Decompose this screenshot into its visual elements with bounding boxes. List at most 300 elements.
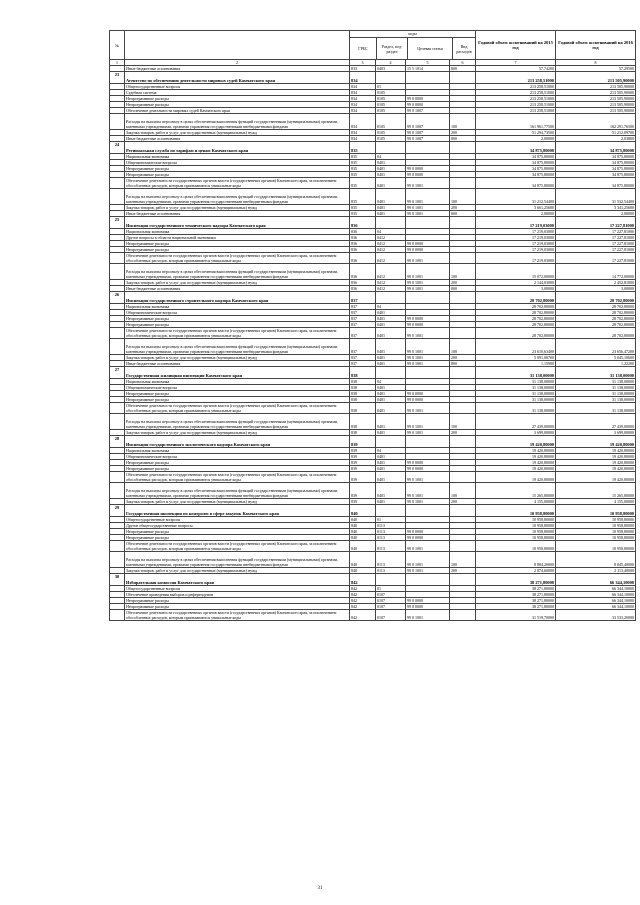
amount-2015: 1,15900: [476, 361, 556, 367]
budget-table: [109, 30, 636, 621]
row-name: Общеэкономические вопросы: [125, 310, 350, 316]
grbs-code: 840: [350, 541, 376, 552]
cst-code: [406, 574, 450, 586]
amount-2016: 19 420,80000: [556, 472, 636, 483]
row-name: Иные бюджетные ассигнования: [125, 286, 350, 292]
vr-code: [450, 436, 476, 448]
vr-code: 200: [450, 130, 476, 136]
amount-2015: 28 702,80000: [476, 328, 556, 339]
razdel-code: 0401: [376, 189, 406, 205]
amount-2016: 213 505,90000: [556, 102, 636, 108]
amount-2015: 27 439,00000: [476, 414, 556, 430]
amount-2016: 1,22200: [556, 361, 636, 367]
razdel-code: 0105: [376, 102, 406, 108]
amount-2015: 28 702,80000: [476, 304, 556, 310]
grbs-code: 839: [350, 466, 376, 472]
table-header: [110, 31, 636, 66]
amount-2015: 10 958,80000: [476, 523, 556, 529]
row-number: [110, 189, 125, 205]
razdel-code: 0401: [376, 403, 406, 414]
cst-code: 99 0 1001: [406, 339, 450, 355]
amount-2016: 3 699,00000: [556, 430, 636, 436]
table-row: [110, 114, 636, 130]
row-name: Расходы на выплаты персоналу в целях обеспечения выполнения функций государственными (муниципальными) органами, казенными учреждениями, органами управления государственными внебюджетными фондами: [125, 264, 350, 280]
grbs-code: 835: [350, 189, 376, 205]
cst-code: 99 0 1007: [406, 114, 450, 130]
row-name: Закупка товаров, работ и услуг для государственных (муниципальных) нужд: [125, 355, 350, 361]
grbs-code: 837: [350, 310, 376, 316]
amount-2016: 2,03800: [556, 136, 636, 142]
razdel-code: 04: [376, 448, 406, 454]
row-name: Обеспечение деятельности мировых судей Камчатского края: [125, 108, 350, 114]
amount-2016: 19 420,80000: [556, 454, 636, 460]
amount-2015: 31 519,70000: [476, 610, 556, 621]
column-number: 1: [110, 60, 125, 66]
razdel-code: 0412: [376, 264, 406, 280]
vr-code: 200: [450, 430, 476, 436]
column-number: 4: [376, 60, 406, 66]
cst-code: [406, 142, 450, 154]
grbs-code: 834: [350, 114, 376, 130]
vr-code: [450, 367, 476, 379]
row-name: Непрограммные расходы: [125, 166, 350, 172]
grbs-code: 837: [350, 355, 376, 361]
row-number: [110, 414, 125, 430]
amount-2016: 31 138,00000: [556, 385, 636, 391]
vr-code: [450, 217, 476, 229]
amount-2015: 31 212,54400: [476, 189, 556, 205]
cst-code: 99 0 1001: [406, 253, 450, 264]
vr-code: 100: [450, 552, 476, 568]
vr-code: 800: [450, 286, 476, 292]
vr-code: 800: [450, 66, 476, 72]
razdel-code: 0401: [376, 385, 406, 391]
grbs-code: 837: [350, 328, 376, 339]
razdel-code: 0401: [376, 499, 406, 505]
amount-2015: 17 219,03000: [476, 241, 556, 247]
row-name: Расходы на выплаты персоналу в целях обеспечения выполнения функций государственными (муниципальными) органами, казенными учреждениями, органами управления государственными внебюджетными фондами: [125, 114, 350, 130]
grbs-code: 839: [350, 499, 376, 505]
document-page: [109, 30, 635, 621]
cst-code: [406, 292, 450, 304]
header-name: [125, 31, 350, 60]
razdel-code: 0105: [376, 108, 406, 114]
amount-2015: 15 072,00000: [476, 264, 556, 280]
amount-2015: 19 420,80000: [476, 472, 556, 483]
row-number: 25: [110, 217, 125, 229]
row-number: [110, 114, 125, 130]
amount-2015: 5 091,00700: [476, 355, 556, 361]
amount-2016: 19 420,80000: [556, 460, 636, 466]
cst-code: 99 0 1001: [406, 361, 450, 367]
grbs-code: 835: [350, 211, 376, 217]
amount-2016: 57,29500: [556, 66, 636, 72]
row-name: Расходы на выплаты персоналу в целях обеспечения выполнения функций государственными (муниципальными) органами, казенными учреждениями, органами управления государственными внебюджетными фондами: [125, 552, 350, 568]
amount-2016: 66 344,10000: [556, 592, 636, 598]
amount-2015: 31 138,00000: [476, 391, 556, 397]
cst-code: 99 0 0000: [406, 241, 450, 247]
amount-2015: 10 958,80000: [476, 505, 556, 517]
vr-code: [450, 505, 476, 517]
razdel-code: [376, 367, 406, 379]
amount-2015: 38 271,80000: [476, 592, 556, 598]
amount-2016: 28 702,80000: [556, 310, 636, 316]
razdel-code: 0412: [376, 235, 406, 241]
grbs-code: 839: [350, 460, 376, 466]
row-name: Другие вопросы в области национальной экономики: [125, 235, 350, 241]
vr-code: 800: [450, 136, 476, 142]
amount-2016: 5 045,10600: [556, 355, 636, 361]
grbs-code: 834: [350, 90, 376, 96]
cst-code: 99 0 0000: [406, 166, 450, 172]
razdel-code: 0107: [376, 604, 406, 610]
section-header-row: [110, 436, 636, 448]
grbs-code: 837: [350, 316, 376, 322]
vr-code: [450, 541, 476, 552]
grbs-code: 837: [350, 361, 376, 367]
row-name: Непрограммные расходы: [125, 535, 350, 541]
cst-code: 99 0 1001: [406, 552, 450, 568]
row-name: Непрограммные расходы: [125, 96, 350, 102]
section-header-row: [110, 505, 636, 517]
cst-code: 99 0 1001: [406, 414, 450, 430]
section-header-row: [110, 292, 636, 304]
section-header-row: [110, 217, 636, 229]
razdel-code: 0412: [376, 247, 406, 253]
section-header-row: [110, 142, 636, 154]
row-number: 30: [110, 574, 125, 586]
vr-code: 100: [450, 339, 476, 355]
razdel-code: 0401: [376, 316, 406, 322]
row-number: [110, 483, 125, 499]
row-name: Закупка товаров, работ и услуг для государственных (муниципальных) нужд: [125, 430, 350, 436]
row-number: 29: [110, 505, 125, 517]
razdel-code: 0412: [376, 241, 406, 247]
column-number: 8: [556, 60, 636, 66]
razdel-code: 0113: [376, 552, 406, 568]
amount-2016: 66 344,10000: [556, 574, 636, 586]
razdel-code: 0401: [376, 172, 406, 178]
row-name: Судебная система: [125, 90, 350, 96]
cst-code: 99 0 1001: [406, 403, 450, 414]
grbs-code: 837: [350, 322, 376, 328]
razdel-code: 0105: [376, 130, 406, 136]
amount-2016: 28 702,80000: [556, 292, 636, 304]
razdel-code: [376, 574, 406, 586]
grbs-code: 835: [350, 154, 376, 160]
razdel-code: 0401: [376, 205, 406, 211]
razdel-code: [376, 72, 406, 84]
razdel-code: 04: [376, 154, 406, 160]
razdel-code: 0401: [376, 466, 406, 472]
row-number: [110, 253, 125, 264]
grbs-code: 835: [350, 166, 376, 172]
grbs-code: 834: [350, 72, 376, 84]
amount-2015: 34 875,80000: [476, 178, 556, 189]
amount-2015: 213 258,51000: [476, 108, 556, 114]
row-name: Общеэкономические вопросы: [125, 160, 350, 166]
row-name: Обеспечение деятельности государственных органов власти (государственных органов) Камчатского края, за исключением обособленных расходов, которым присваиваются уникальные коды: [125, 178, 350, 189]
cst-code: [406, 436, 450, 448]
table-row: [110, 339, 636, 355]
row-number: [110, 403, 125, 414]
row-name: Расходы на выплаты персоналу в целях обеспечения выполнения функций государственными (муниципальными) органами, казенными учреждениями, органами управления государственными внебюджетными фондами: [125, 189, 350, 205]
razdel-code: 0401: [376, 430, 406, 436]
cst-code: 99 0 0000: [406, 247, 450, 253]
cst-code: 99 0 0000: [406, 466, 450, 472]
amount-2016: 17 227,81000: [556, 253, 636, 264]
amount-2015: 10 958,80000: [476, 529, 556, 535]
header-num: №: [110, 31, 125, 60]
amount-2015: 31 138,00000: [476, 397, 556, 403]
table-row: [110, 610, 636, 621]
row-number: 28: [110, 436, 125, 448]
amount-2015: 38 271,80000: [476, 574, 556, 586]
amount-2016: 14 772,00000: [556, 264, 636, 280]
amount-2015: 17 219,03000: [476, 235, 556, 241]
row-name: Непрограммные расходы: [125, 466, 350, 472]
amount-2016: 31 138,00000: [556, 397, 636, 403]
razdel-code: 0412: [376, 253, 406, 264]
page-number: 31: [317, 886, 323, 891]
row-name: Общегосударственные вопросы: [125, 586, 350, 592]
vr-code: 100: [450, 189, 476, 205]
table-row: [110, 414, 636, 430]
row-name: Общеэкономические вопросы: [125, 385, 350, 391]
grbs-code: 834: [350, 108, 376, 114]
amount-2015: 19 420,80000: [476, 436, 556, 448]
amount-2016: 31 532,54400: [556, 189, 636, 205]
amount-2016: 33 533,20000: [556, 610, 636, 621]
row-name: Обеспечение деятельности государственных органов власти (государственных органов) Камчатского края, за исключением обособленных расходов, которым присваиваются уникальные коды: [125, 472, 350, 483]
amount-2016: 17 227,81000: [556, 241, 636, 247]
amount-2016: 66 344,10000: [556, 586, 636, 592]
cst-code: 99 0 0000: [406, 172, 450, 178]
grbs-code: 835: [350, 142, 376, 154]
row-name: Расходы на выплаты персоналу в целях обеспечения выполнения функций государственными (муниципальными) органами, казенными учреждениями, органами управления государственными внебюджетными фондами: [125, 339, 350, 355]
razdel-code: [376, 292, 406, 304]
razdel-code: 0105: [376, 96, 406, 102]
grbs-code: 836: [350, 217, 376, 229]
cst-code: 99 0 0000: [406, 529, 450, 535]
amount-2015: 34 875,80000: [476, 172, 556, 178]
razdel-code: 04: [376, 229, 406, 235]
grbs-code: 836: [350, 235, 376, 241]
amount-2016: 17 227,81000: [556, 229, 636, 235]
vr-code: [450, 292, 476, 304]
grbs-code: 838: [350, 397, 376, 403]
section-header-row: [110, 574, 636, 586]
razdel-code: 01: [376, 517, 406, 523]
grbs-code: 840: [350, 529, 376, 535]
row-name: Непрограммные расходы: [125, 391, 350, 397]
grbs-code: 836: [350, 280, 376, 286]
vr-code: [450, 328, 476, 339]
razdel-code: 04: [376, 304, 406, 310]
amount-2015: 161 961,77500: [476, 114, 556, 130]
vr-code: [450, 178, 476, 189]
razdel-code: 0401: [376, 483, 406, 499]
cst-code: [406, 217, 450, 229]
grbs-code: 835: [350, 178, 376, 189]
row-number: [110, 339, 125, 355]
row-name: Государственная жилищная инспекция Камчатского края: [125, 367, 350, 379]
amount-2016: 28 702,80000: [556, 322, 636, 328]
header-2015: Годовой объем ассигнований на 2015 год: [476, 31, 556, 60]
vr-code: 200: [450, 355, 476, 361]
amount-2016: 19 420,80000: [556, 466, 636, 472]
amount-2015: 28 702,80000: [476, 292, 556, 304]
row-name: Непрограммные расходы: [125, 604, 350, 610]
amount-2016: 17 227,81000: [556, 247, 636, 253]
row-name: Иные бюджетные ассигнования: [125, 66, 350, 72]
grbs-code: 840: [350, 568, 376, 574]
row-name: Обеспечение деятельности государственных органов власти (государственных органов) Камчатского края, за исключением обособленных расходов, которым присваиваются уникальные коды: [125, 610, 350, 621]
amount-2015: 31 138,00000: [476, 367, 556, 379]
razdel-code: 0401: [376, 355, 406, 361]
cst-code: 99 0 0000: [406, 96, 450, 102]
vr-code: 200: [450, 280, 476, 286]
header-codes-label: коды: [350, 31, 475, 38]
cst-code: 15 5 1014: [406, 66, 450, 72]
cst-code: [406, 72, 450, 84]
amount-2016: 213 505,90000: [556, 96, 636, 102]
row-number: [110, 472, 125, 483]
razdel-code: 0113: [376, 529, 406, 535]
razdel-code: 0401: [376, 397, 406, 403]
row-name: Непрограммные расходы: [125, 241, 350, 247]
razdel-code: 0401: [376, 454, 406, 460]
table-row: [110, 178, 636, 189]
amount-2015: 28 702,80000: [476, 322, 556, 328]
vr-code: [450, 142, 476, 154]
cst-code: 99 0 0000: [406, 316, 450, 322]
amount-2016: 34 875,80000: [556, 142, 636, 154]
razdel-code: 0105: [376, 136, 406, 142]
vr-code: [450, 403, 476, 414]
grbs-code: 836: [350, 253, 376, 264]
row-name: Непрограммные расходы: [125, 598, 350, 604]
amount-2016: 34 875,80000: [556, 154, 636, 160]
razdel-code: 0401: [376, 178, 406, 189]
amount-2016: 15 265,80000: [556, 483, 636, 499]
razdel-code: 0401: [376, 460, 406, 466]
grbs-code: 842: [350, 610, 376, 621]
row-number: 26: [110, 292, 125, 304]
amount-2015: 213 258,51000: [476, 102, 556, 108]
amount-2015: 19 420,80000: [476, 466, 556, 472]
grbs-code: 842: [350, 592, 376, 598]
grbs-code: 838: [350, 385, 376, 391]
grbs-code: 838: [350, 403, 376, 414]
row-name: Инспекция государственного технического надзора Камчатского края: [125, 217, 350, 229]
grbs-code: 837: [350, 304, 376, 310]
razdel-code: 01: [376, 84, 406, 90]
amount-2016: 2,00000: [556, 211, 636, 217]
amount-2015: 17 219,03000: [476, 253, 556, 264]
row-name: Непрограммные расходы: [125, 460, 350, 466]
row-name: Расходы на выплаты персоналу в целях обеспечения выполнения функций государственными (муниципальными) органами, казенными учреждениями, органами управления государственными внебюджетными фондами: [125, 414, 350, 430]
cst-code: 99 0 0000: [406, 535, 450, 541]
grbs-code: 836: [350, 247, 376, 253]
amount-2015: 3 661,25600: [476, 205, 556, 211]
amount-2015: 31 138,00000: [476, 385, 556, 391]
amount-2015: 10 958,80000: [476, 541, 556, 552]
razdel-code: [376, 217, 406, 229]
amount-2016: 17 227,81000: [556, 235, 636, 241]
razdel-code: 0401: [376, 414, 406, 430]
column-number: 7: [476, 60, 556, 66]
amount-2015: 51 294,73500: [476, 130, 556, 136]
amount-2016: 2 113,40000: [556, 568, 636, 574]
amount-2016: 31 138,00000: [556, 379, 636, 385]
cst-code: 99 0 1001: [406, 178, 450, 189]
amount-2015: 213 258,51000: [476, 90, 556, 96]
amount-2015: 34 875,80000: [476, 142, 556, 154]
cst-code: 99 0 0000: [406, 604, 450, 610]
grbs-code: 838: [350, 414, 376, 430]
row-name: Национальная экономика: [125, 379, 350, 385]
cst-code: 99 0 0000: [406, 102, 450, 108]
row-name: Обеспечение проведения выборов и референдумов: [125, 592, 350, 598]
grbs-code: 838: [350, 367, 376, 379]
grbs-code: 834: [350, 102, 376, 108]
amount-2015: 38 271,80000: [476, 604, 556, 610]
table-row: [110, 253, 636, 264]
amount-2015: 19 420,80000: [476, 460, 556, 466]
razdel-code: 0401: [376, 166, 406, 172]
grbs-code: 837: [350, 339, 376, 355]
amount-2016: 31 138,00000: [556, 367, 636, 379]
vr-code: [450, 472, 476, 483]
cst-code: 99 0 1001: [406, 355, 450, 361]
grbs-code: 834: [350, 130, 376, 136]
amount-2015: 17 219,03000: [476, 217, 556, 229]
amount-2016: 34 875,80000: [556, 172, 636, 178]
cst-code: 99 0 1007: [406, 108, 450, 114]
cst-code: 99 0 1001: [406, 205, 450, 211]
row-number: [110, 264, 125, 280]
grbs-code: 835: [350, 172, 376, 178]
amount-2015: 19 420,80000: [476, 448, 556, 454]
column-number: 2: [125, 60, 350, 66]
amount-2016: 34 875,80000: [556, 160, 636, 166]
cst-code: 99 0 1001: [406, 189, 450, 205]
razdel-code: 0401: [376, 310, 406, 316]
grbs-code: 836: [350, 229, 376, 235]
row-name: Иные бюджетные ассигнования: [125, 361, 350, 367]
amount-2015: 2 144,03000: [476, 280, 556, 286]
cst-code: 99 0 0000: [406, 397, 450, 403]
row-name: Иные бюджетные ассигнования: [125, 211, 350, 217]
row-name: Закупка товаров, работ и услуг для государственных (муниципальных) нужд: [125, 568, 350, 574]
row-number: 23: [110, 72, 125, 84]
table-body: [110, 66, 636, 621]
amount-2016: 23 656,47200: [556, 339, 636, 355]
amount-2016: 213 505,90000: [556, 72, 636, 84]
razdel-code: 0403: [376, 66, 406, 72]
row-name: Непрограммные расходы: [125, 397, 350, 403]
header-codes: [350, 31, 476, 60]
row-name: Обеспечение деятельности государственных органов власти (государственных органов) Камчатского края, за исключением обособленных расходов, которым присваиваются уникальные коды: [125, 328, 350, 339]
cst-code: 99 0 1001: [406, 328, 450, 339]
amount-2015: 10 958,80000: [476, 535, 556, 541]
table-row: [110, 403, 636, 414]
grbs-code: 837: [350, 292, 376, 304]
amount-2015: 4 155,00000: [476, 499, 556, 505]
grbs-code: 836: [350, 286, 376, 292]
amount-2015: 57,74200: [476, 66, 556, 72]
